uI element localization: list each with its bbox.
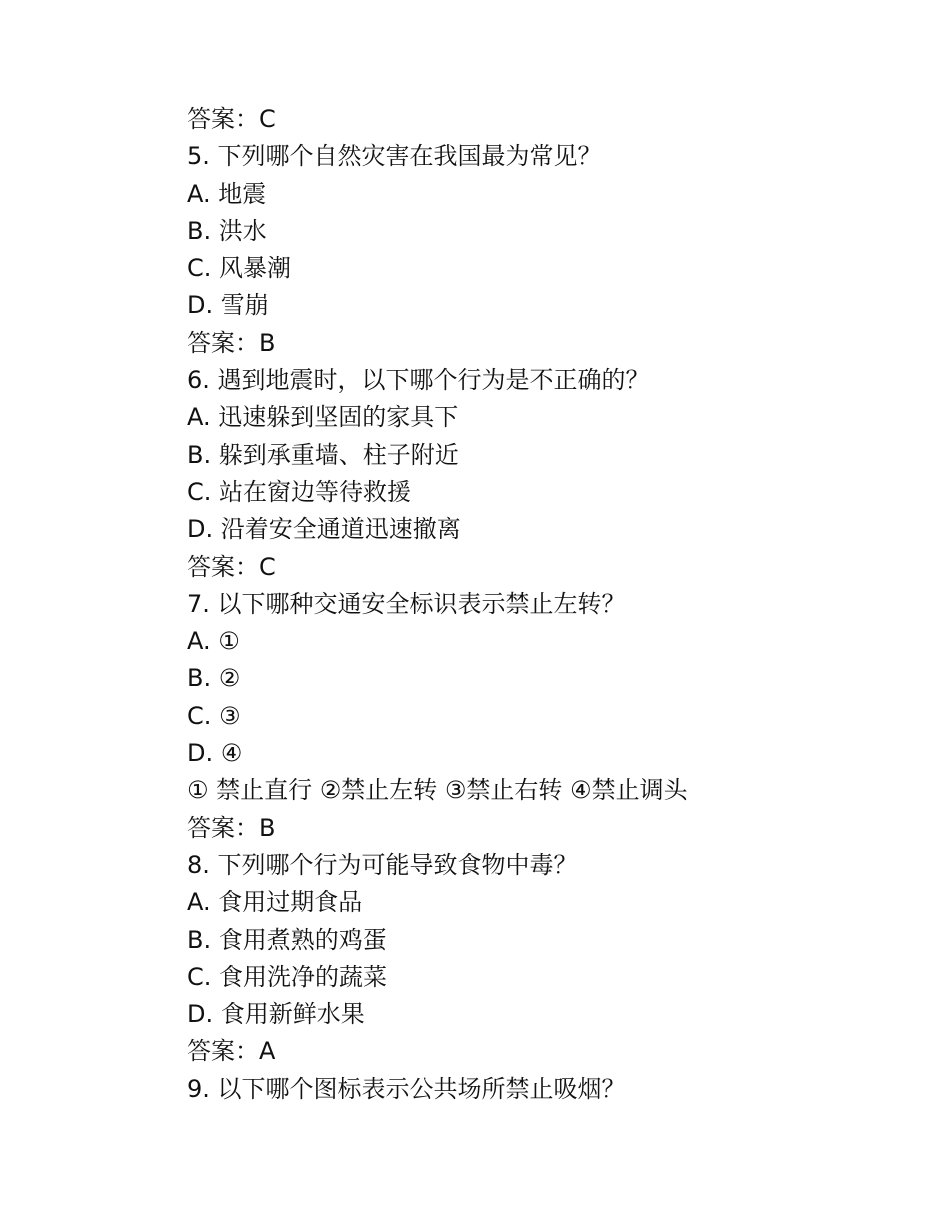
option-line: B. 食用煮熟的鸡蛋 bbox=[187, 925, 387, 954]
question-6: 6. 遇到地震时，以下哪个行为是不正确的？ bbox=[187, 366, 650, 395]
option-line: D. 食用新鲜水果 bbox=[187, 1000, 365, 1029]
option-line: A. 地震 bbox=[187, 179, 267, 208]
option-line: B. 洪水 bbox=[187, 216, 267, 245]
option-line: A. ① bbox=[187, 627, 240, 656]
answer-line: 答案：A bbox=[187, 1037, 276, 1066]
document-page bbox=[187, 101, 887, 1108]
option-line: A. 迅速躲到坚固的家具下 bbox=[187, 403, 459, 432]
option-line: C. 风暴潮 bbox=[187, 254, 292, 283]
option-line: A. 食用过期食品 bbox=[187, 888, 363, 917]
legend-line: ① 禁止直行 ②禁止左转 ③禁止右转 ④禁止调头 bbox=[187, 776, 688, 805]
option-line: B. ② bbox=[187, 664, 241, 693]
option-line: D. ④ bbox=[187, 739, 243, 768]
option-line: C. 食用洗净的蔬菜 bbox=[187, 962, 388, 991]
option-line: D. 沿着安全通道迅速撤离 bbox=[187, 515, 461, 544]
question-9: 9. 以下哪个图标表示公共场所禁止吸烟？ bbox=[187, 1074, 626, 1103]
answer-line: 答案：C bbox=[187, 105, 276, 133]
answer-line: 答案：B bbox=[187, 813, 276, 842]
option-line: D. 雪崩 bbox=[187, 291, 269, 320]
option-line: C. 站在窗边等待救援 bbox=[187, 477, 412, 506]
option-line: C. ③ bbox=[187, 701, 241, 730]
option-line: B. 躲到承重墙、柱子附近 bbox=[187, 440, 459, 469]
answer-line: 答案：B bbox=[187, 328, 276, 357]
question-7: 7. 以下哪种交通安全标识表示禁止左转？ bbox=[187, 589, 626, 618]
question-5: 5. 下列哪个自然灾害在我国最为常见？ bbox=[187, 142, 602, 171]
answer-line: 答案：C bbox=[187, 552, 276, 581]
question-8: 8. 下列哪个行为可能导致食物中毒？ bbox=[187, 850, 578, 879]
